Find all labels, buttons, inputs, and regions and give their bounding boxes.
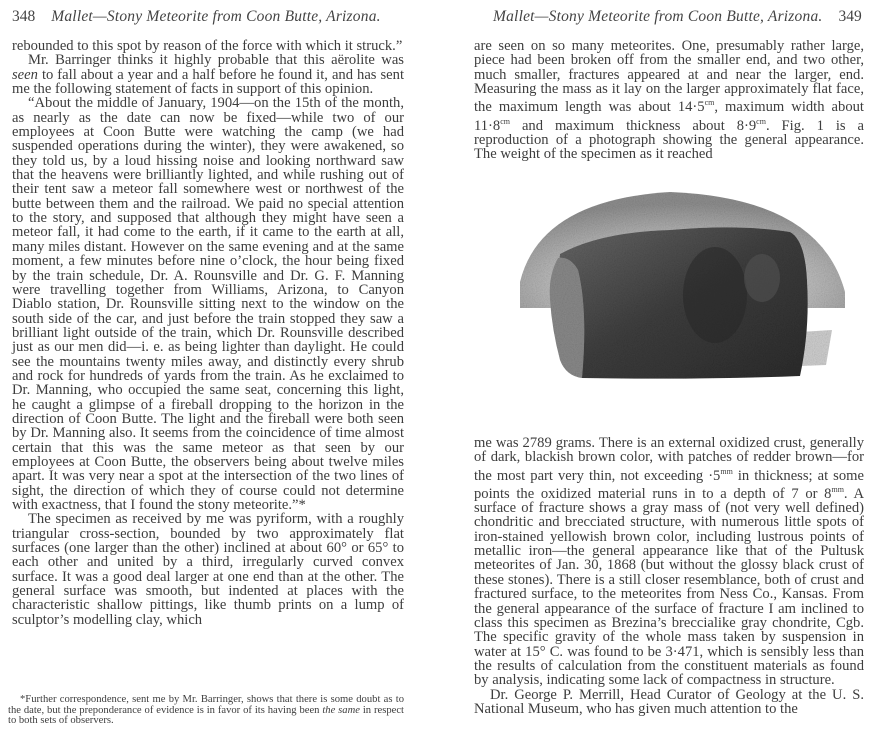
meteorite-photograph (500, 180, 855, 405)
paragraph (12, 53, 404, 96)
fracture-surface (550, 258, 585, 378)
paragraph (474, 436, 864, 688)
text-run: in thickness; at some points the oxidized material runs in to a depth of 7 or 8 (474, 467, 864, 502)
text-run: to fall about a year and a half before he found it, and has sent me the following statement of facts in support of this opinion. (12, 66, 404, 98)
emphasis: the same (322, 704, 360, 716)
text-run: . Fig. 1 is a reproduction of a photograph showing the general appearance. The weight of the specimen as it reached (474, 117, 865, 163)
paragraph (474, 39, 864, 161)
text-run: are seen on so many meteorites. One, presumably rather large, piece had been broken off from the smaller end, and two other, much smaller, fractures appeared at and near the larger, end. Measuring the mass as it lay on the larger approximately flat face, the maximum length was about 14·5 (474, 38, 864, 116)
text-run: , maximum width about 11·8 (474, 99, 864, 134)
page-number: 349 (838, 8, 862, 25)
running-title: Mallet—Stony Meteorite from Coon Butte, Arizona. (51, 8, 381, 25)
paragraph: The specimen as received by me was pyriform, with a roughly triangular cross-section, bounded by two approximately flat surfaces (one larger than the other) inclined at about 60° or 65° to each other and united by a third, irregularly curved convex surface. It was a good deal larger at one end than at the other. The general surface was smooth, but indented at places with the characteristic shallow pittings, like thumb prints on a lump of sculptor’s modelling clay, which (12, 511, 404, 628)
running-head-left (12, 8, 381, 26)
unit: cm (756, 116, 766, 126)
text-run: me was 2789 grams. There is an external oxidized crust, generally of dark, blackish brown color, with patches of redder brown—for the most part very thin, not exceeding ·5 (474, 435, 864, 484)
paragraph: rebounded to this spot by reason of the force with which it struck.” (12, 38, 403, 54)
running-title: Mallet—Stony Meteorite from Coon Butte, Arizona. (493, 8, 823, 25)
unit: cm (704, 98, 715, 108)
page-number: 348 (12, 8, 36, 25)
body-text-column-bottom (474, 436, 864, 716)
footnote-text (8, 695, 404, 727)
text-run: and maximum thickness about 8·9 (510, 117, 757, 134)
quoted-statement: “About the middle of January, 1904—on the 15th of the month, as nearly as the date can now be fixed—while two of our employees at Coon Butte were watching the camp (we had suspended operations during the winter), they were awakened, so they told us, by a loud hissing noise and looking northward saw that the heavens were brilliantly lighted, and while rushing out of their tent saw a meteor fall somewhere west or northwest of the butte between them and the railroad. We paid no special attention to the story, and supposed that although they might have seen a meteor fall, it had come to the earth, if it came to the earth at all, many miles distant. However on the same evening and at the same moment, a few minutes before nine o’clock, the hour being fixed by the train schedule, Dr. A. Rounsville and Dr. G. F. Manning were travelling together from Williams, Arizona, to Canyon Diablo station, Dr. Rounsville sitting next to the window on the south side of the car, and just before the train stopped they saw a brilliant light outside of the train, which Dr. Rounsville described just as our men did—i. e. as being lighter than daylight. He could see the mountains twenty miles away, and distinctly every shrub and rock for hundreds of yards from the train. As he exclaimed to Dr. Manning, who occupied the same seat, concerning this light, he caught a glimpse of a fireball dropping to the horizon in the direction of Coon Butte. The light and the fireball were both seen by Dr. Manning also. It seems from the coincidence of time almost certain that this was the same meteor as that seen by our employees at Coon Butte, the observers being about twelve miles apart. It was very near a spot at the intersection of the two lines of sight, the direction of which they of course could not determine with exactness, that I found the stony meteorite.”* (12, 95, 404, 513)
text-run: Mr. Barringer thinks it highly probable that this aërolite was (28, 52, 404, 69)
unit: mm (720, 466, 733, 476)
meteorite-body (554, 227, 807, 378)
text-run: . A surface of fracture shows a gray mass of (not very well defined) chondritic and brecciated structure, with numerous little spots of iron-stained yellowish brown color, including lustrous points of metallic iron—the general appearance like that of the Pultusk meteorites of Jan. 30, 1868 (but without the glossy black crust of these stones). There is a still closer resemblance, both of crust and fractured surface, to the meteorites from Ness Co., Kansas. From the general appearance of the surface of fracture I am inclined to class this specimen as Brezina’s breccialike gray chondrite, Cgb. The specific gravity of the whole mass taken by suspension in water at 15° C. was found to be 3·471, which is sensibly less than the results of calculation from the constituent materials as found by analysis, indicating some lack of compactness in structure. (474, 485, 864, 689)
emphasis: seen (12, 66, 38, 83)
footnote (8, 695, 404, 727)
unit: cm (500, 116, 510, 126)
text-run: *Further correspondence, sent me by Mr. Barringer, shows that there is some doubt as to the date, but the preponderance of evidence is in favor of its having been (8, 694, 404, 716)
paragraph: Dr. George P. Merrill, Head Curator of Geology at the U. S. National Museum, who has given much attention to the (474, 686, 864, 717)
body-text-column-top (474, 39, 864, 161)
text-run: in respect to both sets of observers. (8, 704, 404, 727)
meteorite-photo-image (500, 180, 855, 405)
unit: mm (831, 484, 844, 494)
running-head-right (493, 8, 862, 26)
body-text-column (12, 39, 404, 627)
